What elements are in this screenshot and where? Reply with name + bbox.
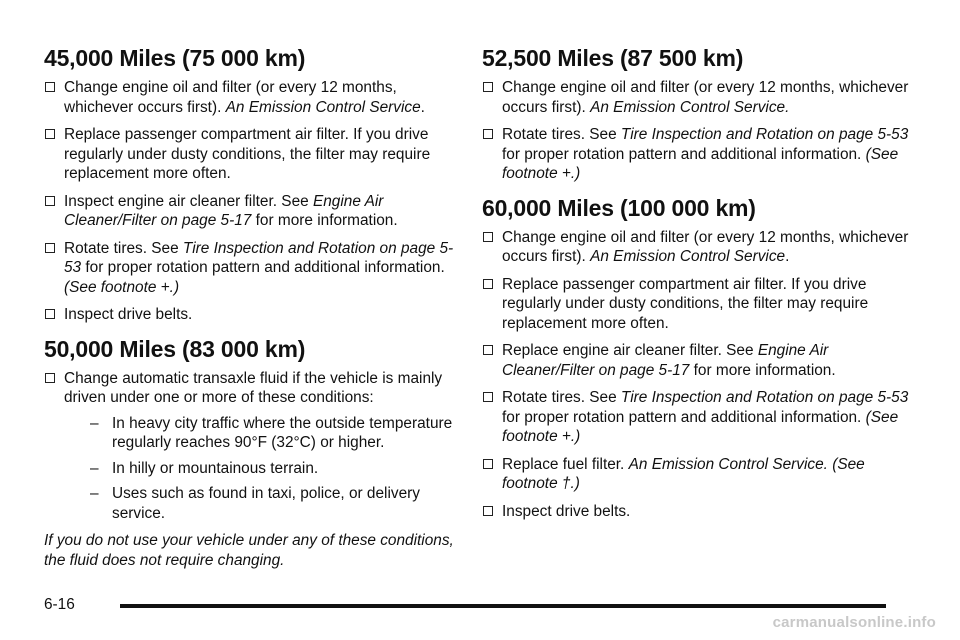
checklist-item — [482, 275, 914, 334]
cross-reference-text: An Emission Control Service. (See footnote †.) — [502, 455, 865, 492]
checklist-item — [44, 125, 464, 184]
page-number: 6-16 — [44, 596, 75, 613]
checklist-item — [44, 305, 464, 325]
checklist-item — [482, 502, 914, 522]
checklist-item — [482, 341, 914, 380]
item-text: Rotate tires. See — [502, 126, 621, 143]
empty-checkbox-icon — [45, 243, 55, 253]
item-text: Inspect engine air cleaner filter. See — [64, 192, 313, 210]
item-text: for more information. — [689, 361, 836, 379]
item-text: Change automatic transaxle fluid if the vehicle is mainly driven under one or more of these conditions: — [64, 369, 443, 406]
item-text: Change engine oil and filter (or every 12 months, whichever occurs first). — [64, 79, 397, 116]
empty-checkbox-icon — [45, 196, 55, 206]
maintenance-section — [482, 44, 914, 184]
cross-reference-text: (See footnote +.) — [502, 145, 899, 182]
item-text: Inspect drive belts. — [502, 502, 631, 520]
empty-checkbox-icon — [45, 309, 55, 319]
maintenance-section — [44, 335, 464, 571]
item-text: for more information. — [251, 212, 398, 229]
condition-item — [90, 414, 464, 453]
item-text: Rotate tires. See — [64, 239, 183, 257]
section-note: If you do not use your vehicle under any of these conditions, the fluid does not require changing. — [44, 532, 454, 569]
empty-checkbox-icon — [45, 129, 55, 139]
cross-reference-text: (See footnote +.) — [64, 278, 180, 296]
checklist-item — [44, 78, 464, 117]
checklist-item — [482, 388, 914, 447]
checklist-item — [482, 125, 914, 184]
empty-checkbox-icon — [483, 392, 493, 402]
item-text: Replace fuel filter. — [502, 455, 629, 473]
footer-rule — [120, 604, 886, 608]
item-text: Replace passenger compartment air filter. If you drive regularly under dusty conditions, the filter may require replacement more often. — [64, 126, 431, 182]
section-title: 45,000 Miles (75 000 km) — [44, 45, 306, 71]
empty-checkbox-icon — [483, 345, 493, 355]
checklist-item — [482, 455, 914, 494]
item-text: Change engine oil and filter (or every 12 months, whichever occurs first). — [502, 228, 909, 265]
condition-text: In hilly or mountainous terrain. — [112, 459, 319, 477]
cross-reference-text: (See footnote +.) — [502, 408, 899, 445]
watermark: carmanualsonline.info — [772, 614, 936, 631]
checklist-item — [44, 239, 464, 298]
empty-checkbox-icon — [483, 232, 493, 242]
item-text: Inspect drive belts. — [64, 306, 193, 323]
empty-checkbox-icon — [483, 506, 493, 516]
checklist-item — [482, 228, 914, 267]
item-text: for proper rotation pattern and additional information. — [502, 408, 866, 426]
item-text: Change engine oil and filter (or every 12 months, whichever occurs first). — [502, 79, 909, 116]
item-text: . — [420, 98, 425, 116]
item-text: Replace passenger compartment air filter. If you drive regularly under dusty conditions, the filter may require replacement more often. — [502, 275, 869, 332]
section-title: 50,000 Miles (83 000 km) — [44, 335, 306, 362]
left-column — [44, 44, 464, 570]
maintenance-section — [482, 194, 914, 522]
item-text: for proper rotation pattern and additional information. — [502, 145, 866, 163]
section-title: 60,000 Miles (100 000 km) — [482, 194, 756, 221]
empty-checkbox-icon — [45, 373, 55, 383]
section-title: 52,500 Miles (87 500 km) — [482, 45, 744, 71]
cross-reference-text: Engine Air Cleaner/Filter on page 5-17 — [64, 192, 384, 229]
dash-icon: – — [90, 459, 99, 477]
cross-reference-text: An Emission Control Service — [225, 98, 421, 116]
empty-checkbox-icon — [483, 129, 493, 139]
right-column — [482, 44, 914, 529]
checklist-item — [44, 192, 464, 231]
cross-reference-text: Engine Air Cleaner/Filter on page 5-17 — [502, 342, 829, 379]
item-text: for proper rotation pattern and additional information. — [81, 259, 445, 276]
cross-reference-text: Tire Inspection and Rotation on page 5-53 — [620, 389, 909, 406]
cross-reference-text: An Emission Control Service — [590, 248, 786, 265]
dash-icon: – — [90, 414, 99, 432]
empty-checkbox-icon — [483, 82, 493, 92]
empty-checkbox-icon — [483, 279, 493, 289]
cross-reference-text: Tire Inspection and Rotation on page 5-53 — [64, 239, 454, 276]
dash-icon: – — [90, 485, 99, 502]
cross-reference-text: Tire Inspection and Rotation on page 5-53 — [620, 126, 909, 143]
condition-list — [90, 414, 464, 524]
cross-reference-text: An Emission Control Service. — [590, 98, 790, 116]
empty-checkbox-icon — [483, 459, 493, 469]
item-text: . — [785, 248, 790, 265]
condition-item — [90, 459, 464, 479]
condition-text: In heavy city traffic where the outside temperature regularly reaches 90°F (32°C) or higher. — [112, 414, 453, 451]
maintenance-section — [44, 44, 464, 325]
checklist-item — [44, 369, 464, 524]
item-text: Replace engine air cleaner filter. See — [502, 342, 758, 359]
empty-checkbox-icon — [45, 82, 55, 92]
checklist-item — [482, 78, 914, 117]
condition-text: Uses such as found in taxi, police, or delivery service. — [112, 485, 420, 522]
item-text: Rotate tires. See — [502, 389, 621, 406]
condition-item — [90, 484, 464, 523]
